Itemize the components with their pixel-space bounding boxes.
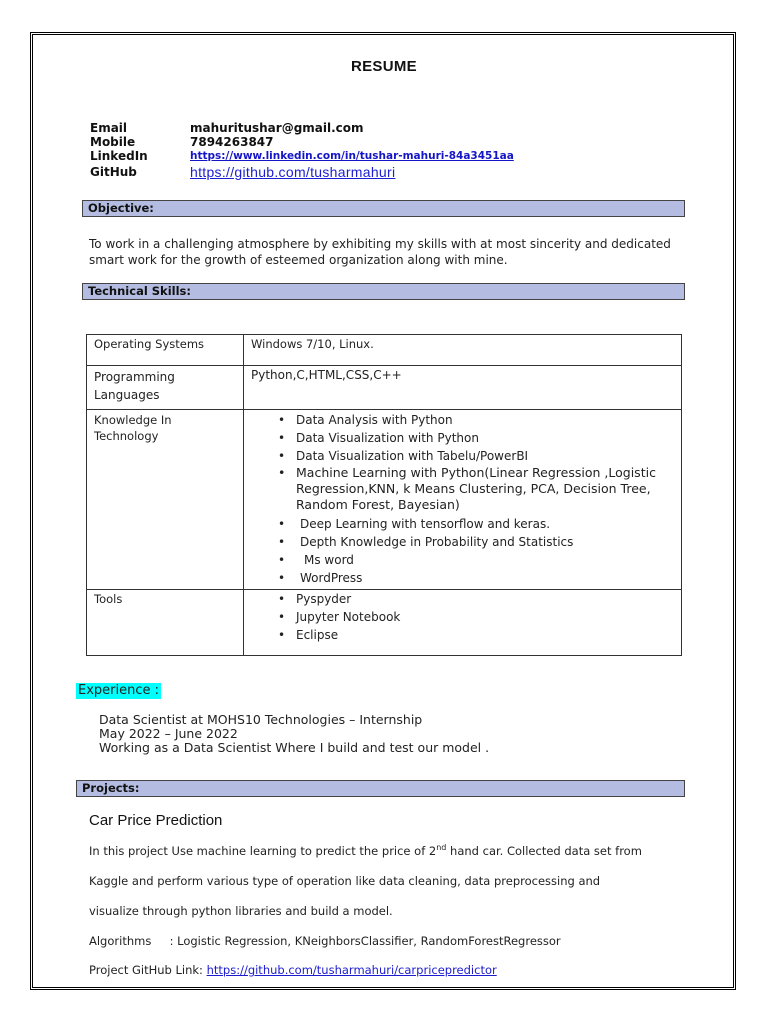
github-label: GitHub — [90, 165, 137, 179]
email-label: Email — [90, 121, 128, 135]
tools-label: Tools — [87, 590, 244, 656]
email-value: mahuritushar@gmail.com — [190, 121, 364, 135]
project-link-row — [89, 963, 497, 977]
project-title: Car Price Prediction — [89, 812, 223, 829]
mobile-row — [90, 135, 514, 149]
project-github-link[interactable]: https://github.com/tusharmahuri/carpricepredictor — [206, 963, 497, 977]
technical-skills-heading: Technical Skills: — [82, 283, 685, 300]
list-item: • Pyspyder — [296, 590, 674, 608]
skills-table — [86, 334, 682, 656]
list-item: • Data Analysis with Python — [296, 411, 674, 429]
objective-line-1: To work in a challenging atmosphere by exhibiting my skills with at most sincerity and dedicated — [89, 237, 671, 251]
project-link-label: Project GitHub Link: — [89, 963, 207, 977]
os-label: Operating Systems — [87, 335, 244, 366]
knowledge-list-cell — [244, 410, 682, 590]
list-item: • Data Visualization with Tabelu/PowerBI — [296, 447, 674, 465]
experience-heading: Experience : — [78, 683, 160, 698]
programming-languages-value: Python,C,HTML,CSS,C++ — [244, 366, 682, 410]
email-row — [90, 121, 514, 135]
project-line-3: visualize through python libraries and build a model. — [89, 904, 393, 918]
tools-list-cell — [244, 590, 682, 656]
linkedin-link[interactable]: https://www.linkedin.com/in/tushar-mahuri-84a3451aa — [190, 150, 514, 162]
label-line-2: Languages — [94, 388, 160, 402]
list-item: • Data Visualization with Python — [296, 429, 674, 447]
project-line-1 — [89, 843, 642, 858]
label-line-2: Technology — [94, 429, 159, 443]
list-item: • Machine Learning with Python(Linear Regression ,Logistic Regression,KNN, k Means Clustering, PCA, Decision Tree, Random Forest, Bayesian) — [296, 465, 674, 513]
github-row — [90, 165, 514, 181]
table-row — [87, 335, 682, 366]
project-line-1-pre: In this project Use machine learning to predict the price of 2 — [89, 843, 437, 858]
objective-heading: Objective: — [82, 200, 685, 217]
list-item: • Ms word — [296, 551, 674, 569]
mobile-label: Mobile — [90, 135, 136, 149]
linkedin-label: LinkedIn — [90, 149, 148, 163]
list-item: • Depth Knowledge in Probability and Statistics — [296, 533, 674, 551]
tools-list — [251, 590, 674, 644]
list-item: • Jupyter Notebook — [296, 608, 674, 626]
mobile-value: 7894263847 — [190, 135, 274, 149]
projects-heading: Projects: — [76, 780, 685, 797]
list-item: • Deep Learning with tensorflow and keras. — [296, 515, 674, 533]
experience-description: Working as a Data Scientist Where I build and test our model . — [99, 740, 490, 755]
table-row — [87, 590, 682, 656]
experience-body — [99, 713, 489, 755]
resume-title: RESUME — [351, 58, 417, 75]
label-line-1: Programming — [94, 370, 175, 384]
experience-dates: May 2022 – June 2022 — [99, 726, 238, 741]
os-value: Windows 7/10, Linux. — [244, 335, 682, 366]
table-row — [87, 410, 682, 590]
objective-line-2: smart work for the growth of esteemed organization along with mine. — [89, 253, 508, 267]
project-line-1-sup: nd — [436, 843, 447, 852]
experience-role: Data Scientist at MOHS10 Technologies – Internship — [99, 712, 423, 727]
list-item: • WordPress — [296, 569, 674, 587]
project-line-2: Kaggle and perform various type of operation like data cleaning, data preprocessing and — [89, 874, 601, 888]
project-algorithms: Algorithms : Logistic Regression, KNeighborsClassifier, RandomForestRegressor — [89, 934, 561, 948]
table-row — [87, 366, 682, 410]
github-link[interactable]: https://github.com/tusharmahuri — [190, 164, 396, 180]
list-item: • Eclipse — [296, 626, 674, 644]
linkedin-row — [90, 149, 514, 163]
project-line-1-post: hand car. Collected data set from — [446, 843, 642, 858]
contact-block — [90, 121, 514, 181]
knowledge-label — [87, 410, 244, 590]
knowledge-list — [251, 411, 674, 587]
programming-languages-label — [87, 366, 244, 410]
label-line-1: Knowledge In — [94, 413, 172, 427]
objective-text — [89, 236, 671, 268]
